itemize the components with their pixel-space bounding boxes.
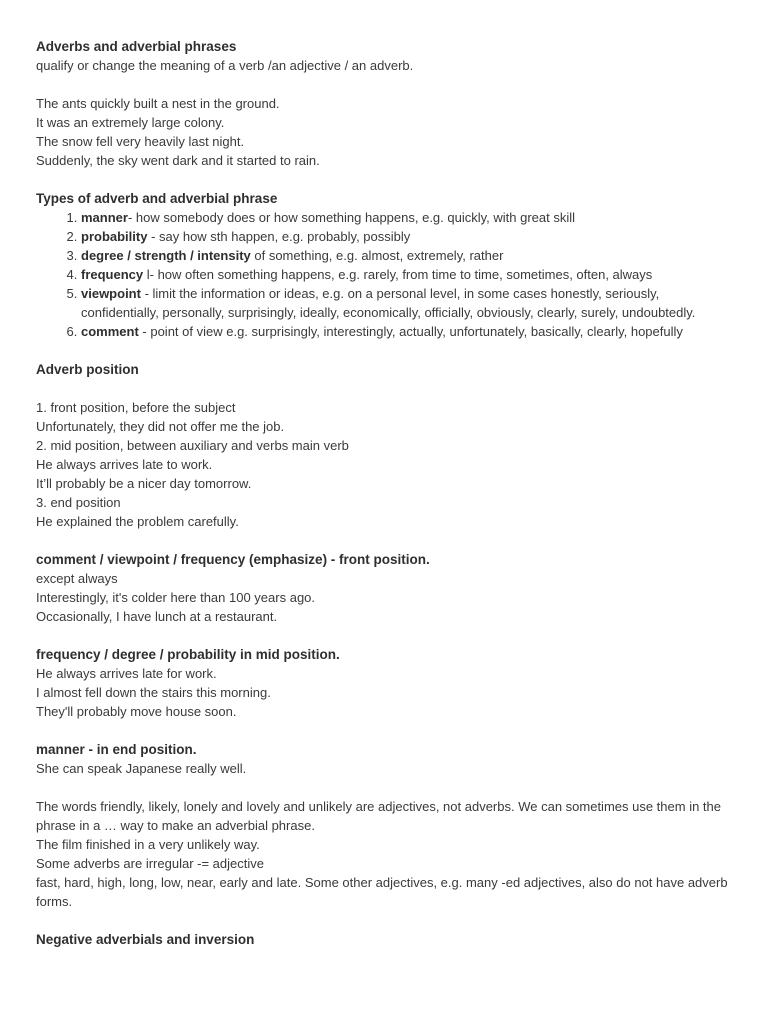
adjectives-line: Some adverbs are irregular -= adjective: [36, 856, 264, 871]
spacer: [36, 75, 736, 94]
mid-line: I almost fell down the stairs this morning.: [36, 685, 271, 700]
front-line: except always: [36, 571, 118, 586]
section-title-front: comment / viewpoint / frequency (emphasize) - front position.: [36, 552, 430, 567]
adjectives-paragraph: fast, hard, high, long, low, near, early and late. Some other adjectives, e.g. many -ed adjectives, also do not have adverb forms.: [36, 875, 728, 909]
example-line: It was an extremely large colony.: [36, 115, 225, 130]
front-line: Interestingly, it's colder here than 100 years ago.: [36, 590, 316, 605]
spacer: [36, 170, 736, 189]
mid-line: He always arrives late for work.: [36, 666, 217, 681]
section-title-end: manner - in end position.: [36, 742, 197, 757]
term-description: - limit the information or ideas, e.g. on a personal level, in some cases honestly, seriously, confidentially, personally, surprisingly, ideally, economically, officially, obviously, clearly, surely, undoubtedly.: [81, 286, 696, 320]
position-line: He explained the problem carefully.: [36, 514, 239, 529]
section-title-types: Types of adverb and adverbial phrase: [36, 191, 278, 206]
section-title-negative: Negative adverbials and inversion: [36, 932, 255, 947]
types-list: [36, 208, 736, 341]
intro-subtitle: qualify or change the meaning of a verb /an adjective / an adverb.: [36, 58, 414, 73]
list-item: [81, 322, 736, 341]
adjectives-paragraph: The words friendly, likely, lonely and lovely and unlikely are adjectives, not adverbs. We can sometimes use them in the phrase in a … way to make an adverbial phrase.: [36, 799, 722, 833]
term-comment: comment: [81, 324, 139, 339]
front-line: Occasionally, I have lunch at a restaurant.: [36, 609, 278, 624]
term-degree: degree / strength / intensity: [81, 248, 251, 263]
list-item: [81, 227, 736, 246]
position-line: 2. mid position, between auxiliary and verbs main verb: [36, 438, 349, 453]
document-body: [36, 37, 736, 949]
term-description: l- how often something happens, e.g. rarely, from time to time, sometimes, often, always: [143, 267, 653, 282]
spacer: [36, 626, 736, 645]
section-title-position: Adverb position: [36, 362, 139, 377]
position-line: He always arrives late to work.: [36, 457, 213, 472]
term-viewpoint: viewpoint: [81, 286, 141, 301]
list-item: [81, 246, 736, 265]
spacer: [36, 531, 736, 550]
term-probability: probability: [81, 229, 148, 244]
position-line: Unfortunately, they did not offer me the job.: [36, 419, 285, 434]
spacer: [36, 721, 736, 740]
term-description: - say how sth happen, e.g. probably, possibly: [147, 229, 411, 244]
spacer: [36, 341, 736, 360]
example-line: The ants quickly built a nest in the ground.: [36, 96, 280, 111]
position-line: 3. end position: [36, 495, 121, 510]
end-line: She can speak Japanese really well.: [36, 761, 247, 776]
position-line: It’ll probably be a nicer day tomorrow.: [36, 476, 252, 491]
example-line: The snow fell very heavily last night.: [36, 134, 245, 149]
term-description: - how somebody does or how something happens, e.g. quickly, with great skill: [127, 210, 576, 225]
term-frequency: frequency: [81, 267, 144, 282]
list-item: [81, 265, 736, 284]
term-description: of something, e.g. almost, extremely, rather: [250, 248, 504, 263]
list-item: [81, 208, 736, 227]
term-manner: manner: [81, 210, 128, 225]
term-description: - point of view e.g. surprisingly, interestingly, actually, unfortunately, basically, clearly, hopefully: [138, 324, 683, 339]
list-item: [81, 284, 736, 322]
example-line: Suddenly, the sky went dark and it started to rain.: [36, 153, 320, 168]
spacer: [36, 379, 736, 398]
position-line: 1. front position, before the subject: [36, 400, 236, 415]
section-title-adverbs: Adverbs and adverbial phrases: [36, 39, 237, 54]
mid-line: They'll probably move house soon.: [36, 704, 237, 719]
section-title-mid: frequency / degree / probability in mid position.: [36, 647, 340, 662]
adjectives-line: The film finished in a very unlikely way.: [36, 837, 260, 852]
spacer: [36, 778, 736, 797]
spacer: [36, 911, 736, 930]
